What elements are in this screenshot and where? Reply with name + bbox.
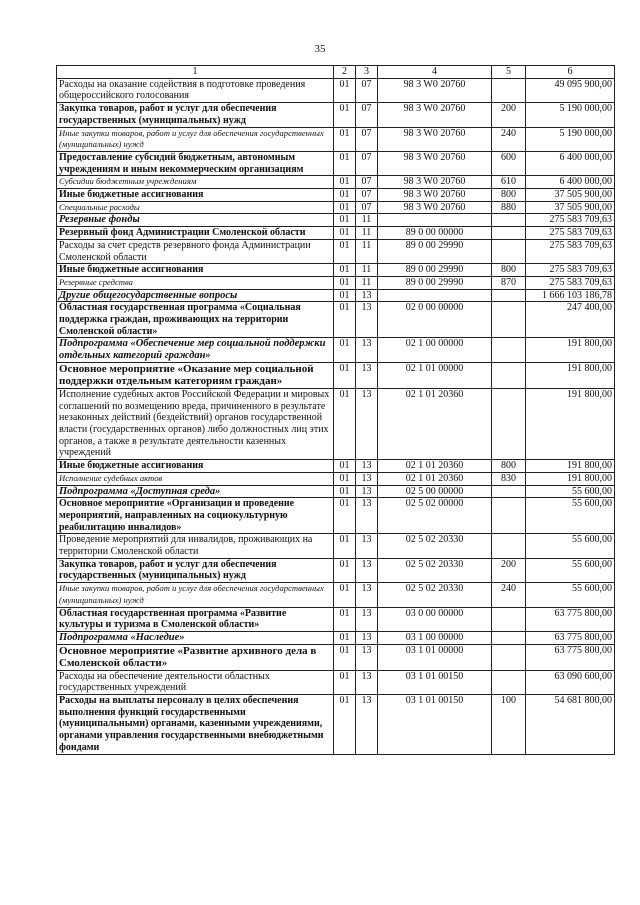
- row-name-cell: Другие общегосударственные вопросы: [57, 289, 334, 302]
- row-name-cell: Резервный фонд Администрации Смоленской области: [57, 227, 334, 240]
- table-row: [57, 78, 615, 102]
- row-subsection-cell: 13: [356, 558, 378, 582]
- row-section-cell: 01: [334, 583, 356, 607]
- row-name-cell: Основное мероприятие «Развитие архивного дела в Смоленской области»: [57, 644, 334, 670]
- row-name-cell: Резервные фонды: [57, 214, 334, 227]
- table-row: [57, 127, 615, 151]
- row-section-cell: 01: [334, 78, 356, 102]
- row-name-cell: Субсидии бюджетным учреждениям: [57, 176, 334, 189]
- row-section-cell: 01: [334, 302, 356, 338]
- row-section-cell: 01: [334, 388, 356, 459]
- row-subsection-cell: 07: [356, 201, 378, 214]
- row-expense-type-cell: 240: [492, 583, 526, 607]
- row-name-cell: Расходы за счет средств резервного фонда Администрации Смоленской области: [57, 239, 334, 263]
- row-expense-type-cell: 100: [492, 695, 526, 755]
- row-expense-type-cell: 600: [492, 151, 526, 175]
- row-subsection-cell: 07: [356, 189, 378, 202]
- row-amount-cell: 191 800,00: [526, 388, 615, 459]
- row-amount-cell: 54 681 800,00: [526, 695, 615, 755]
- row-expense-type-cell: [492, 302, 526, 338]
- row-section-cell: 01: [334, 276, 356, 289]
- row-subsection-cell: 07: [356, 176, 378, 189]
- row-subsection-cell: 13: [356, 289, 378, 302]
- row-section-cell: 01: [334, 189, 356, 202]
- row-name-cell: Основное мероприятие «Оказание мер социальной поддержки отдельным категориям граждан»: [57, 362, 334, 388]
- table-row: [57, 388, 615, 459]
- row-name-cell: Областная государственная программа «Социальная поддержка граждан, проживающих на территории Смоленской области»: [57, 302, 334, 338]
- row-name-cell: Исполнение судебных актов: [57, 472, 334, 485]
- row-section-cell: 01: [334, 127, 356, 151]
- row-expense-type-cell: 800: [492, 460, 526, 473]
- row-section-cell: 01: [334, 214, 356, 227]
- row-target-article-cell: 03 0 00 00000: [378, 607, 492, 631]
- row-name-cell: Расходы на выплаты персоналу в целях обеспечения выполнения функций государственными (муниципальными) органами, казенными учреждениями, органами управления государственными внебюджетными фондами: [57, 695, 334, 755]
- row-section-cell: 01: [334, 534, 356, 558]
- table-row: [57, 214, 615, 227]
- row-target-article-cell: 02 5 02 00000: [378, 498, 492, 534]
- row-name-cell: Подпрограмма «Обеспечение мер социальной поддержки отдельных категорий граждан»: [57, 338, 334, 362]
- table-row: [57, 362, 615, 388]
- row-expense-type-cell: [492, 631, 526, 644]
- row-expense-type-cell: [492, 534, 526, 558]
- row-expense-type-cell: [492, 214, 526, 227]
- row-subsection-cell: 13: [356, 695, 378, 755]
- row-expense-type-cell: 200: [492, 558, 526, 582]
- row-amount-cell: 247 400,00: [526, 302, 615, 338]
- row-amount-cell: 63 090 600,00: [526, 670, 615, 694]
- row-subsection-cell: 13: [356, 388, 378, 459]
- table-row: [57, 103, 615, 127]
- row-expense-type-cell: 830: [492, 472, 526, 485]
- row-target-article-cell: 89 0 00 29990: [378, 264, 492, 277]
- table-row: [57, 227, 615, 240]
- row-expense-type-cell: 800: [492, 264, 526, 277]
- column-header: 3: [356, 66, 378, 79]
- row-target-article-cell: 02 0 00 00000: [378, 302, 492, 338]
- row-amount-cell: 63 775 800,00: [526, 644, 615, 670]
- row-amount-cell: 191 800,00: [526, 338, 615, 362]
- row-section-cell: 01: [334, 498, 356, 534]
- row-name-cell: Предоставление субсидий бюджетным, автономным учреждениям и иным некоммерческим организациям: [57, 151, 334, 175]
- row-section-cell: 01: [334, 103, 356, 127]
- row-expense-type-cell: [492, 239, 526, 263]
- row-subsection-cell: 07: [356, 103, 378, 127]
- row-amount-cell: 49 095 900,00: [526, 78, 615, 102]
- row-target-article-cell: 03 1 00 00000: [378, 631, 492, 644]
- row-target-article-cell: [378, 289, 492, 302]
- row-amount-cell: 5 190 000,00: [526, 103, 615, 127]
- table-row: [57, 498, 615, 534]
- row-amount-cell: 1 666 103 186,78: [526, 289, 615, 302]
- row-name-cell: Расходы на оказание содействия в подготовке проведения общероссийского голосования: [57, 78, 334, 102]
- table-row: [57, 631, 615, 644]
- table-row: [57, 201, 615, 214]
- page-number: 35: [314, 43, 326, 55]
- row-section-cell: 01: [334, 289, 356, 302]
- table-row: [57, 264, 615, 277]
- column-header: 5: [492, 66, 526, 79]
- table-row: [57, 289, 615, 302]
- row-amount-cell: 275 583 709,63: [526, 239, 615, 263]
- table-row: [57, 607, 615, 631]
- row-expense-type-cell: [492, 338, 526, 362]
- row-subsection-cell: 13: [356, 498, 378, 534]
- table-row: [57, 151, 615, 175]
- table-row: [57, 644, 615, 670]
- row-name-cell: Закупка товаров, работ и услуг для обеспечения государственных (муниципальных) нужд: [57, 558, 334, 582]
- row-amount-cell: 191 800,00: [526, 460, 615, 473]
- row-subsection-cell: 07: [356, 78, 378, 102]
- row-expense-type-cell: [492, 498, 526, 534]
- row-amount-cell: 37 505 900,00: [526, 201, 615, 214]
- row-subsection-cell: 11: [356, 264, 378, 277]
- row-target-article-cell: 89 0 00 29990: [378, 276, 492, 289]
- row-target-article-cell: 89 0 00 00000: [378, 227, 492, 240]
- row-amount-cell: 6 400 000,00: [526, 176, 615, 189]
- row-amount-cell: 6 400 000,00: [526, 151, 615, 175]
- row-subsection-cell: 11: [356, 214, 378, 227]
- row-subsection-cell: 13: [356, 670, 378, 694]
- row-expense-type-cell: [492, 227, 526, 240]
- row-section-cell: 01: [334, 607, 356, 631]
- row-target-article-cell: 02 1 01 20360: [378, 472, 492, 485]
- row-subsection-cell: 13: [356, 644, 378, 670]
- row-name-cell: Резервные средства: [57, 276, 334, 289]
- row-name-cell: Проведение мероприятий для инвалидов, проживающих на территории Смоленской области: [57, 534, 334, 558]
- row-section-cell: 01: [334, 558, 356, 582]
- row-name-cell: Областная государственная программа «Развитие культуры и туризма в Смоленской области»: [57, 607, 334, 631]
- row-target-article-cell: 98 3 W0 20760: [378, 103, 492, 127]
- table-row: [57, 189, 615, 202]
- table-row: [57, 583, 615, 607]
- row-section-cell: 01: [334, 201, 356, 214]
- row-expense-type-cell: 870: [492, 276, 526, 289]
- row-section-cell: 01: [334, 239, 356, 263]
- row-name-cell: Подпрограмма «Доступная среда»: [57, 485, 334, 498]
- row-target-article-cell: [378, 214, 492, 227]
- row-section-cell: 01: [334, 151, 356, 175]
- row-section-cell: 01: [334, 670, 356, 694]
- row-subsection-cell: 13: [356, 472, 378, 485]
- row-amount-cell: 275 583 709,63: [526, 276, 615, 289]
- row-subsection-cell: 13: [356, 583, 378, 607]
- row-name-cell: Иные закупки товаров, работ и услуг для обеспечения государственных (муниципальных) нужд: [57, 127, 334, 151]
- row-expense-type-cell: [492, 644, 526, 670]
- row-amount-cell: 63 775 800,00: [526, 607, 615, 631]
- row-expense-type-cell: 880: [492, 201, 526, 214]
- row-section-cell: 01: [334, 472, 356, 485]
- row-target-article-cell: 02 5 02 20330: [378, 583, 492, 607]
- row-target-article-cell: 02 5 02 20330: [378, 558, 492, 582]
- table-row: [57, 239, 615, 263]
- row-subsection-cell: 11: [356, 276, 378, 289]
- table-row: [57, 558, 615, 582]
- row-amount-cell: 275 583 709,63: [526, 227, 615, 240]
- table-row: [57, 485, 615, 498]
- column-header: 6: [526, 66, 615, 79]
- row-expense-type-cell: [492, 670, 526, 694]
- row-amount-cell: 37 505 900,00: [526, 189, 615, 202]
- row-subsection-cell: 13: [356, 534, 378, 558]
- row-target-article-cell: 02 1 01 00000: [378, 362, 492, 388]
- row-target-article-cell: 98 3 W0 20760: [378, 201, 492, 214]
- row-target-article-cell: 02 1 00 00000: [378, 338, 492, 362]
- row-amount-cell: 5 190 000,00: [526, 127, 615, 151]
- row-section-cell: 01: [334, 631, 356, 644]
- row-name-cell: Основное мероприятие «Организация и проведение мероприятий, направленных на социокультурную реабилитацию инвалидов»: [57, 498, 334, 534]
- row-amount-cell: 191 800,00: [526, 362, 615, 388]
- row-name-cell: Расходы на обеспечение деятельности областных государственных учреждений: [57, 670, 334, 694]
- row-expense-type-cell: [492, 78, 526, 102]
- row-section-cell: 01: [334, 485, 356, 498]
- row-target-article-cell: 02 5 00 00000: [378, 485, 492, 498]
- row-name-cell: Специальные расходы: [57, 201, 334, 214]
- row-target-article-cell: 03 1 01 00150: [378, 670, 492, 694]
- table-row: [57, 176, 615, 189]
- row-amount-cell: 275 583 709,63: [526, 264, 615, 277]
- column-header: 4: [378, 66, 492, 79]
- row-amount-cell: 55 600,00: [526, 583, 615, 607]
- row-section-cell: 01: [334, 695, 356, 755]
- row-amount-cell: 63 775 800,00: [526, 631, 615, 644]
- table-row: [57, 534, 615, 558]
- row-subsection-cell: 13: [356, 607, 378, 631]
- row-expense-type-cell: [492, 289, 526, 302]
- row-name-cell: Иные закупки товаров, работ и услуг для обеспечения государственных (муниципальных) нужд: [57, 583, 334, 607]
- row-subsection-cell: 13: [356, 631, 378, 644]
- row-expense-type-cell: 610: [492, 176, 526, 189]
- table-row: [57, 302, 615, 338]
- row-expense-type-cell: [492, 607, 526, 631]
- row-amount-cell: 55 600,00: [526, 558, 615, 582]
- row-section-cell: 01: [334, 460, 356, 473]
- row-target-article-cell: 98 3 W0 20760: [378, 189, 492, 202]
- table-row: [57, 472, 615, 485]
- row-name-cell: Исполнение судебных актов Российской Федерации и мировых соглашений по возмещению вреда, причиненного в результате незаконных действий (бездействий) органов государственной власти (государственных органов) либо должностных лиц этих органов, а также в результате деятельности казенных учреждений: [57, 388, 334, 459]
- row-name-cell: Иные бюджетные ассигнования: [57, 189, 334, 202]
- row-target-article-cell: 03 1 01 00150: [378, 695, 492, 755]
- row-amount-cell: 55 600,00: [526, 498, 615, 534]
- row-section-cell: 01: [334, 644, 356, 670]
- row-amount-cell: 55 600,00: [526, 534, 615, 558]
- table-row: [57, 460, 615, 473]
- row-target-article-cell: 98 3 W0 20760: [378, 151, 492, 175]
- row-target-article-cell: 98 3 W0 20760: [378, 176, 492, 189]
- row-section-cell: 01: [334, 264, 356, 277]
- row-expense-type-cell: 800: [492, 189, 526, 202]
- row-subsection-cell: 11: [356, 239, 378, 263]
- row-expense-type-cell: 200: [492, 103, 526, 127]
- row-target-article-cell: 02 5 02 20330: [378, 534, 492, 558]
- row-subsection-cell: 13: [356, 460, 378, 473]
- row-name-cell: Подпрограмма «Наследие»: [57, 631, 334, 644]
- row-target-article-cell: 02 1 01 20360: [378, 388, 492, 459]
- table-row: [57, 338, 615, 362]
- row-section-cell: 01: [334, 227, 356, 240]
- row-target-article-cell: 03 1 01 00000: [378, 644, 492, 670]
- table-body: [57, 78, 615, 754]
- row-subsection-cell: 13: [356, 338, 378, 362]
- row-subsection-cell: 07: [356, 151, 378, 175]
- row-expense-type-cell: 240: [492, 127, 526, 151]
- row-expense-type-cell: [492, 362, 526, 388]
- row-name-cell: Закупка товаров, работ и услуг для обеспечения государственных (муниципальных) нужд: [57, 103, 334, 127]
- row-target-article-cell: 02 1 01 20360: [378, 460, 492, 473]
- row-subsection-cell: 13: [356, 485, 378, 498]
- row-subsection-cell: 07: [356, 127, 378, 151]
- row-section-cell: 01: [334, 176, 356, 189]
- row-expense-type-cell: [492, 388, 526, 459]
- row-subsection-cell: 11: [356, 227, 378, 240]
- row-subsection-cell: 13: [356, 302, 378, 338]
- row-name-cell: Иные бюджетные ассигнования: [57, 460, 334, 473]
- table-row: [57, 276, 615, 289]
- column-header: 1: [57, 66, 334, 79]
- column-header: 2: [334, 66, 356, 79]
- row-section-cell: 01: [334, 362, 356, 388]
- table-row: [57, 695, 615, 755]
- row-section-cell: 01: [334, 338, 356, 362]
- row-target-article-cell: 89 0 00 29990: [378, 239, 492, 263]
- row-target-article-cell: 98 3 W0 20760: [378, 78, 492, 102]
- row-target-article-cell: 98 3 W0 20760: [378, 127, 492, 151]
- row-amount-cell: 191 800,00: [526, 472, 615, 485]
- row-amount-cell: 275 583 709,63: [526, 214, 615, 227]
- row-subsection-cell: 13: [356, 362, 378, 388]
- budget-table: [56, 65, 615, 755]
- row-expense-type-cell: [492, 485, 526, 498]
- table-header-row: [57, 66, 615, 79]
- row-amount-cell: 55 600,00: [526, 485, 615, 498]
- table-row: [57, 670, 615, 694]
- row-name-cell: Иные бюджетные ассигнования: [57, 264, 334, 277]
